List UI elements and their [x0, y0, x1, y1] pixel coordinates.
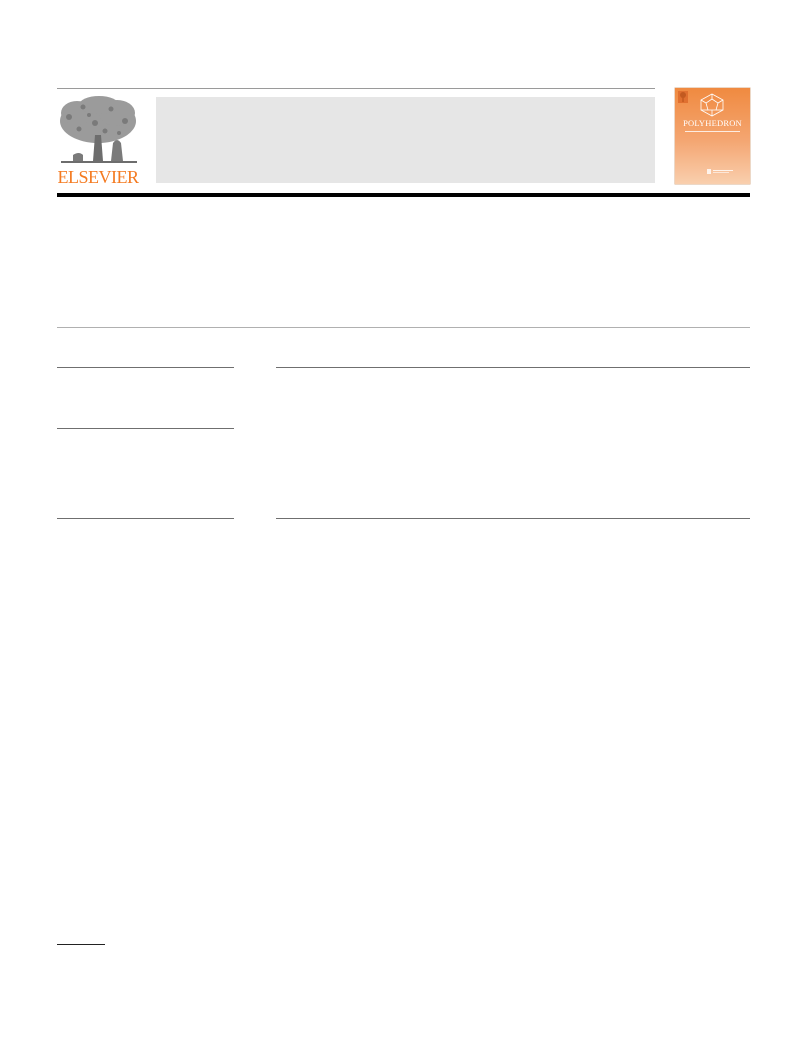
article-info-middle-rule [57, 428, 234, 429]
journal-banner [156, 97, 655, 183]
polyhedron-icon [699, 93, 725, 117]
publisher-mark-icon [707, 168, 735, 175]
footnote-rule [57, 944, 105, 945]
publisher-wordmark: ELSEVIER [57, 167, 139, 187]
header-bottom-rule [57, 193, 750, 197]
abstract-bottom-rule [276, 518, 750, 519]
journal-cover[interactable] [675, 88, 750, 184]
cover-divider [685, 131, 740, 132]
article-info-bottom-rule [57, 518, 234, 519]
journal-cover-title: POLYHEDRON [683, 118, 742, 128]
abstract-top-rule [276, 367, 750, 368]
title-block-rule [57, 327, 750, 328]
tree-icon [55, 95, 141, 167]
elsevier-logo [55, 95, 141, 187]
article-info-top-rule [57, 367, 234, 368]
tree-icon [678, 91, 688, 103]
header-top-rule [57, 88, 655, 89]
